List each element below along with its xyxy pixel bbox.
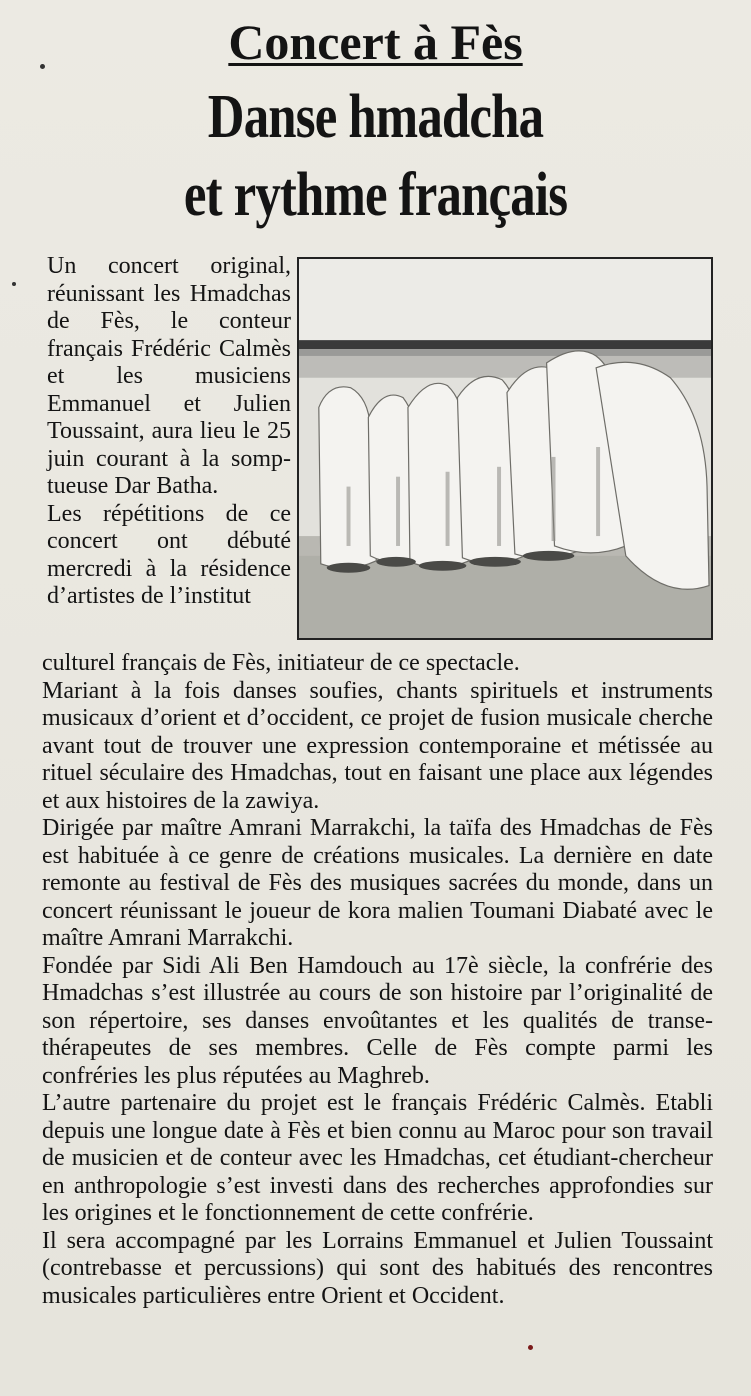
body-paragraph-4: Fondée par Sidi Ali Ben Hamdouch au 17è siècle, la confrérie des Hmadchas s’est illustrée au cours de son histoire par l’originalité de son répertoire, ses danses envoûtantes et les qualités de transe-thérapeutes de ses membres. Celle de Fès compte parmi les confréries les plus réputées au Maghreb. (42, 952, 713, 1089)
body-paragraph-6: Il sera accompagné par les Lorrains Emmanuel et Julien Toussaint (contrebasse et percussions) qui sont des habitués des rencontres musicales particulières entre Orient et Occident. (42, 1227, 713, 1309)
article-body (42, 650, 713, 1310)
body-paragraph-1: culturel français de Fès, initiateur de ce spectacle. (42, 650, 520, 676)
ink-speck (40, 64, 45, 69)
column-paragraph-2: Les répétitions de ce concert ont débuté mercredi à la résidence d’artistes de l’institut (47, 500, 291, 609)
ink-speck (528, 1345, 533, 1350)
hmadcha-dancers-photo (297, 257, 713, 640)
article-kicker: Concert à Fès (228, 14, 523, 70)
column-paragraph-1: Un concert original, réunissant les Hmadchas de Fès, le conteur français Frédéric Calmès et les musiciens Emmanuel et Julien Toussaint, aura lieu le 25 juin courant à la somptueuse Dar Batha. (47, 253, 291, 499)
narrow-text-column (47, 253, 291, 611)
body-paragraph-5: L’autre partenaire du projet est le français Frédéric Calmès. Etabli depuis une longue date à Fès et bien connu au Maroc pour son travail de musicien et de conteur avec les Hmadchas, cet étudiant-chercheur en anthropologie s’est investi dans des recherches approfondies sur les origines et le fonctionnement de cette confrérie. (42, 1090, 713, 1226)
body-paragraph-3: Dirigée par maître Amrani Marrakchi, la taïfa des Hmadchas de Fès est habituée à ce genre de créations musicales. La dernière en date remonte au festival de Fès des musiques sacrées du monde, dans un concert réunissant le joueur de kora malien Toumani Diabaté avec le maître Amrani Marrakchi. (42, 815, 713, 951)
ink-speck (12, 282, 16, 286)
headline-line-2: et rythme français (183, 161, 568, 229)
body-paragraph-2: Mariant à la fois danses soufies, chants spirituels et instruments musicaux d’orient et d’occident, ce projet de fusion musicale cherche avant tout de trouver une expression contemporaine et métissée au rituel séculaire des Hmadchas, tout en faisant une place aux légendes et aux histoires de la zawiya. (42, 677, 713, 814)
headline-line-1: Danse hmadcha (207, 83, 544, 151)
